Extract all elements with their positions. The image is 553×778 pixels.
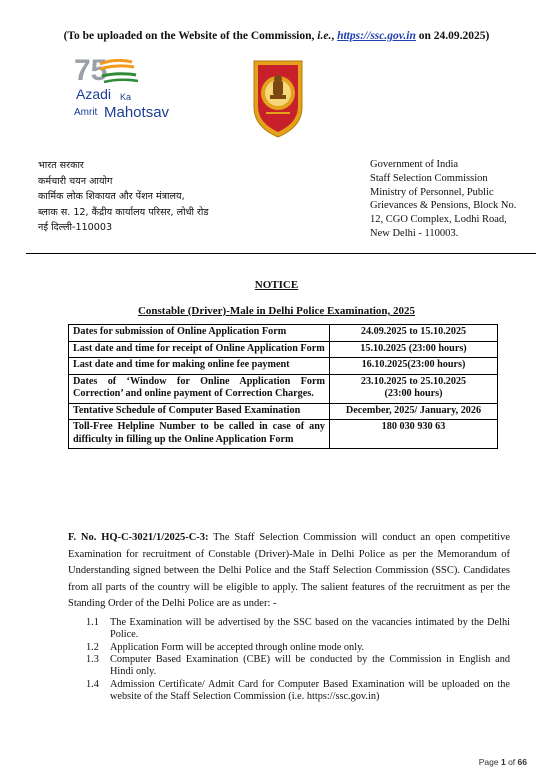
address-hindi-line: ब्लाक स. 12, कैंद्रीय कार्यालय परिसर, लोधी रोड — [38, 206, 209, 218]
list-item-number: 1.2 — [86, 641, 99, 653]
list-item — [68, 679, 510, 703]
schedule-value: 16.10.2025(23:00 hours) — [330, 358, 498, 375]
logo-amrit: Amrit — [74, 107, 98, 118]
schedule-label: Dates of ‘Window for Online Application Form Correction’ and online payment of Correction Charges. — [69, 374, 330, 403]
schedule-label: Dates for submission of Online Application Form — [69, 325, 330, 342]
schedule-label: Last date and time for making online fee payment — [69, 358, 330, 375]
azadi-ka-amrit-mahotsav-logo — [70, 52, 180, 122]
logo-green-stroke-2 — [104, 80, 138, 82]
logo-ka: Ka — [120, 92, 132, 102]
list-item-text: Admission Certificate/ Admit Card for Computer Based Examination will be uploaded on the website of the Staff Selection Commission (i.e. https://ssc.gov.in) — [110, 678, 510, 702]
logo-azadi: Azadi — [76, 86, 112, 102]
table-row — [69, 374, 498, 403]
schedule-value: 24.09.2025 to 15.10.2025 — [330, 325, 498, 342]
ssc-emblem-logo — [246, 57, 310, 139]
page-number — [479, 757, 527, 767]
address-hindi-line: कर्मचारी चयन आयोग — [38, 175, 113, 187]
table-row — [69, 420, 498, 449]
logo-number: 75 — [74, 54, 108, 87]
features-list — [68, 617, 510, 703]
schedule-value: 23.10.2025 to 25.10.2025 (23:00 hours) — [330, 374, 498, 403]
notice-heading: NOTICE — [254, 279, 299, 291]
address-english-line: Government of India — [370, 159, 459, 170]
address-english-line: 12, CGO Complex, Lodhi Road, — [370, 214, 507, 226]
list-item — [68, 617, 510, 641]
table-row — [69, 325, 498, 342]
address-english — [370, 158, 535, 241]
logo-saffron-stroke-2 — [100, 66, 134, 69]
table-row — [69, 403, 498, 420]
page-prefix: Page — [478, 757, 501, 767]
logo-mahotsav: Mahotsav — [104, 104, 170, 121]
schedule-value: December, 2025/ January, 2026 — [330, 403, 498, 420]
header-divider — [26, 253, 536, 254]
table-row — [69, 358, 498, 375]
address-hindi-line: नई दिल्ली-110003 — [38, 222, 113, 233]
file-number: F. No. HQ-C-3021/1/2025-C-3: — [68, 532, 209, 543]
logo-saffron-stroke — [100, 60, 132, 64]
address-hindi-line: भारत सरकार — [38, 160, 84, 171]
page-current: 1 — [500, 757, 506, 767]
schedule-value: 15.10.2025 (23:00 hours) — [330, 341, 498, 358]
address-english-line: Grievances & Pensions, Block No. — [370, 200, 517, 212]
schedule-table — [68, 324, 498, 449]
page-total: 66 — [517, 757, 527, 767]
upload-note — [0, 30, 553, 42]
table-row — [69, 341, 498, 358]
address-english-line: New Delhi - 110003. — [370, 227, 459, 239]
schedule-label: Last date and time for receipt of Online Application Form — [69, 341, 330, 358]
list-item-text: Application Form will be accepted through online mode only. — [110, 641, 365, 653]
list-item-number: 1.3 — [86, 654, 99, 665]
upload-note-comma: , — [331, 30, 338, 42]
schedule-value: 180 030 930 63 — [330, 420, 498, 449]
address-english-line: Staff Selection Commission — [370, 172, 488, 184]
exam-title: Constable (Driver)-Male in Delhi Police Examination, 2025 — [137, 305, 416, 317]
intro-text: The Staff Selection Commission will conduct an open competitive Examination for recruitment of Constable (Driver)-Male in Delhi Police as per the Memorandum of Understanding signed between the Delhi Police and the Staff Selection Commission (SSC). Candidates from all parts of the country will be eligible to apply. The salient features of the recruitment as per the Standing Order of the Delhi Police are as under: - — [68, 532, 510, 610]
schedule-label: Tentative Schedule of Computer Based Examination — [69, 403, 330, 420]
ssc-website-link[interactable]: https://ssc.gov.in — [337, 30, 416, 42]
upload-note-prefix: (To be uploaded on the Website of the Commission, — [63, 30, 318, 42]
page-of: of — [505, 757, 518, 767]
list-item-text: Computer Based Examination (CBE) will be conducted by the Commission in English and Hindi only. — [110, 654, 510, 677]
logo-green-stroke — [102, 74, 136, 76]
list-item-text: The Examination will be advertised by the SSC based on the vacancies intimated by the Delhi Police. — [110, 617, 510, 640]
list-item-number: 1.1 — [86, 617, 99, 628]
list-item — [68, 642, 510, 654]
intro-paragraph — [68, 530, 510, 613]
upload-note-suffix: on 24.09.2025) — [415, 30, 490, 42]
list-item — [68, 654, 510, 678]
address-english-line: Ministry of Personnel, Public — [370, 186, 494, 198]
address-hindi-line: कार्मिक लोक शिकायत और पेंशन मंत्रालय, — [38, 191, 185, 202]
list-item-number: 1.4 — [86, 678, 99, 690]
address-hindi — [38, 158, 268, 236]
upload-note-ie: i.e. — [317, 30, 332, 42]
schedule-label: Toll-Free Helpline Number to be called in case of any difficulty in filling up the Online Application Form — [69, 420, 330, 449]
